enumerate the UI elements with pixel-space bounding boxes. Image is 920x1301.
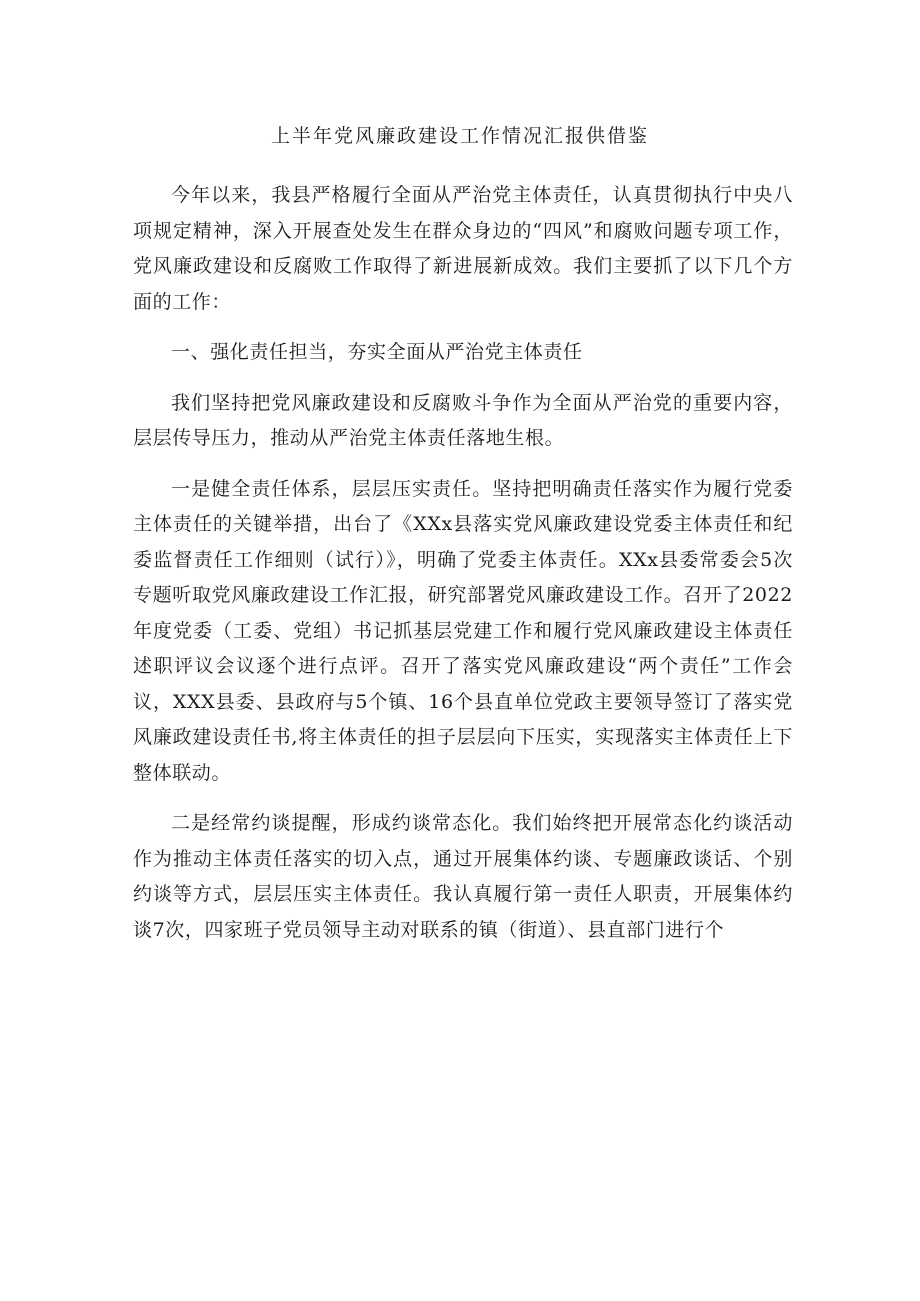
paragraph-responsibility-system: 一是健全责任体系，层层压实责任。坚持把明确责任落实作为履行党委主体责任的关键举措，出台了《XXx县落实党风廉政建设党委主体责任和纪委监督责任工作细则（试行）》，明确了党委主体责任。XXx县委常委会5次专题听取党风廉政建设工作汇报，研究部署党风廉政建设工作。召开了2022年度党委（工委、党组）书记抓基层党建工作和履行党风廉政建设主体责任述职评议会议逐个进行点评。召开了落实党风廉政建设“两个责任”工作会议，XXX县委、县政府与5个镇、16个县直单位党政主要领导签订了落实党风廉政建设责任书,将主体责任的担子层层向下压实，实现落实主体责任上下整体联动。 [133, 477, 793, 784]
paragraph-intro: 今年以来，我县严格履行全面从严治党主体责任，认真贯彻执行中央八项规定精神，深入开展查处发生在群众身边的“四风”和腐败问题专项工作，党风廉政建设和反腐败工作取得了新进展新成效。我们主要抓了以下几个方面的工作： [133, 184, 793, 313]
paragraph-section-1-intro: 我们坚持把党风廉政建设和反腐败斗争作为全面从严治党的重要内容，层层传导压力，推动从严治党主体责任落地生根。 [133, 391, 793, 449]
document-body [133, 178, 793, 963]
section-heading-1: 一、强化责任担当，夯实全面从严治党主体责任 [171, 341, 583, 363]
document-title: 上半年党风廉政建设工作情况汇报供借鉴 [270, 125, 649, 147]
paragraph-regular-talks: 二是经常约谈提醒，形成约谈常态化。我们始终把开展常态化约谈活动作为推动主体责任落实的切入点，通过开展集体约谈、专题廉政谈话、个别约谈等方式，层层压实主体责任。我认真履行第一责任人职责，开展集体约谈7次，四家班子党员领导主动对联系的镇（街道）、县直部门进行个 [133, 812, 793, 941]
